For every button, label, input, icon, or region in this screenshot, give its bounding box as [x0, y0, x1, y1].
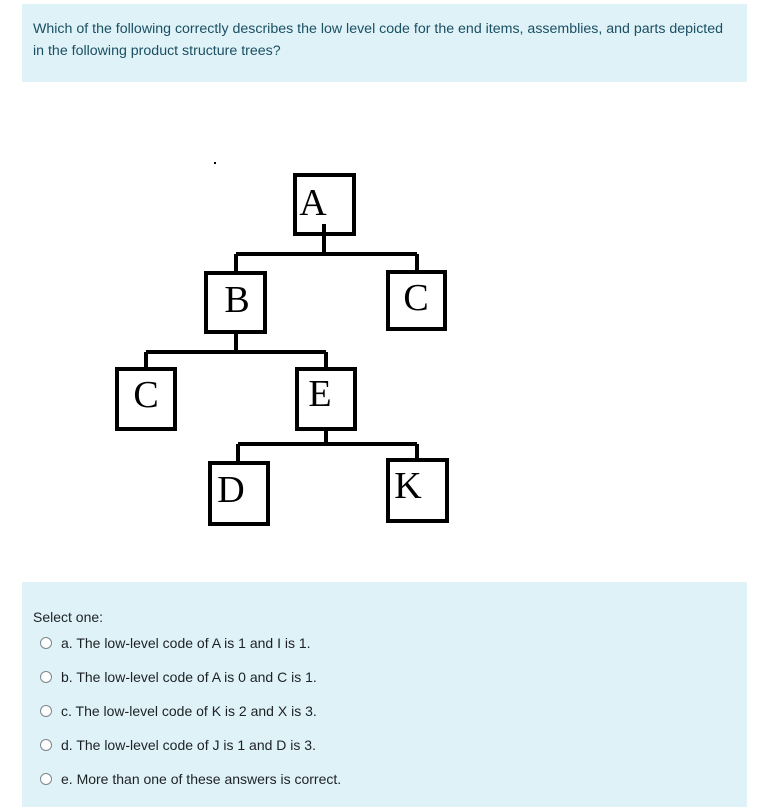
option-c[interactable] — [40, 700, 317, 722]
node-d-label: D — [217, 469, 245, 511]
option-d[interactable] — [40, 734, 316, 756]
option-a[interactable] — [40, 632, 311, 654]
stray-mark — [214, 162, 216, 164]
radio-c[interactable] — [40, 705, 52, 717]
tree-connectors — [146, 234, 417, 464]
node-c-left-label: C — [133, 374, 159, 416]
node-k — [388, 460, 447, 521]
node-d — [210, 463, 268, 524]
select-one-prompt: Select one: — [33, 609, 104, 625]
option-b[interactable] — [40, 666, 317, 688]
node-c-right-label: C — [403, 277, 429, 319]
tree-svg — [33, 82, 747, 582]
node-c-left — [117, 369, 175, 429]
node-b — [206, 273, 265, 332]
radio-a[interactable] — [40, 637, 52, 649]
node-e — [297, 369, 355, 429]
radio-b[interactable] — [40, 671, 52, 683]
product-structure-diagram — [33, 82, 747, 582]
question-panel — [22, 4, 747, 82]
node-a — [295, 175, 354, 234]
radio-d[interactable] — [40, 739, 52, 751]
option-e-label: e. More than one of these answers is correct. — [61, 771, 342, 787]
option-d-label: d. The low-level code of J is 1 and D is 3. — [61, 737, 316, 753]
node-a-label: A — [299, 182, 327, 224]
option-a-label: a. The low-level code of A is 1 and I is 1. — [61, 635, 311, 651]
node-c-right — [388, 272, 445, 329]
answer-panel — [22, 582, 747, 807]
option-e[interactable] — [40, 768, 341, 790]
radio-e[interactable] — [40, 773, 52, 785]
node-e-label: E — [308, 373, 332, 415]
option-c-label: c. The low-level code of K is 2 and X is 3. — [61, 703, 317, 719]
question-text: Which of the following correctly describes the low level code for the end items, assemblies, and parts depicted in the following product structure trees? — [33, 21, 724, 59]
node-k-label: K — [394, 465, 422, 507]
node-b-label: B — [224, 279, 250, 321]
option-b-label: b. The low-level code of A is 0 and C is 1. — [61, 669, 317, 685]
